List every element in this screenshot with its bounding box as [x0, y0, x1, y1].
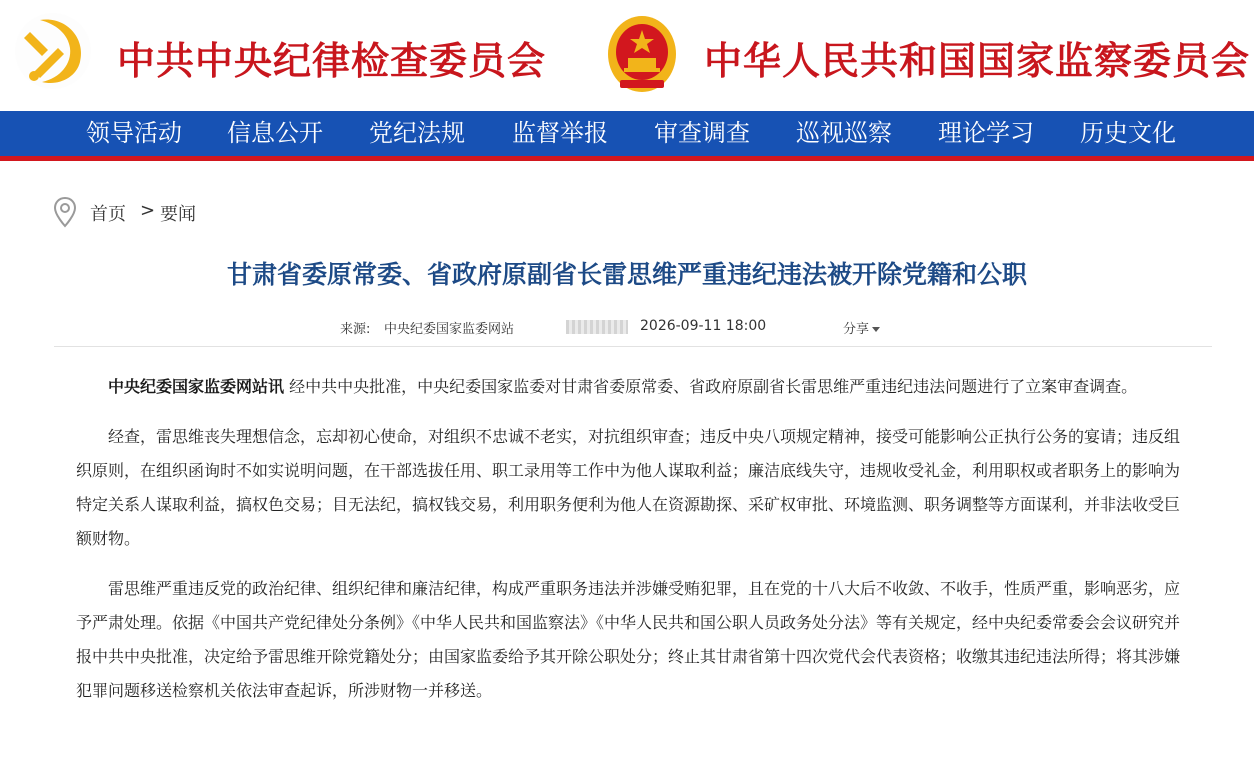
nav-item-inspection[interactable]: 巡视巡察 — [796, 119, 892, 147]
paragraph-1-text: 经中共中央批准，中央纪委国家监委对甘肃省委原常委、省政府原副省长雷思维严重违纪违法问题进行了立案审查调查。 — [289, 377, 1138, 396]
nav-item-theory[interactable]: 理论学习 — [938, 119, 1034, 147]
party-emblem-icon[interactable] — [14, 12, 92, 90]
chevron-down-icon — [872, 327, 880, 332]
share-button[interactable] — [843, 318, 880, 337]
cpc-ccdi-title: 中共中央纪律检查委员会 — [117, 38, 547, 83]
nav-item-investigation[interactable]: 审查调查 — [654, 119, 750, 147]
article-title: 甘肃省委原常委、省政府原副省长雷思维严重违纪违法被开除党籍和公职 — [226, 260, 1027, 289]
source-label: 来源: — [340, 322, 371, 337]
main-nav — [0, 111, 1254, 161]
title-divider — [54, 346, 1212, 347]
nav-item-info[interactable]: 信息公开 — [227, 119, 323, 147]
nav-item-history[interactable]: 历史文化 — [1080, 119, 1176, 147]
nav-item-report[interactable]: 监督举报 — [512, 119, 608, 147]
paragraph-1 — [76, 370, 1188, 404]
article-body — [76, 370, 1188, 724]
publish-datetime: 2026-09-11 18:00 — [640, 318, 767, 334]
redacted-author — [566, 320, 628, 334]
paragraph-3: 雷思维严重违反党的政治纪律、组织纪律和廉洁纪律，构成严重职务违法并涉嫌受贿犯罪，且在党的十八大后不收敛、不收手，性质严重，影响恶劣，应予严肃处理。依据《中国共产党纪律处分条例》《中华人民共和国监察法》《中华人民共和国公职人员政务处分法》等有关规定，经中央纪委常委会会议研究并报中共中央批准，决定给予雷思维开除党籍处分；由国家监委给予其开除公职处分；终止其甘肃省第十四次党代会代表资格；收缴其违纪违法所得；将其涉嫌犯罪问题移送检察机关依法审查起诉，所涉财物一并移送。 — [76, 579, 1181, 700]
share-label: 分享 — [843, 322, 870, 337]
lead-source: 中央纪委国家监委网站讯 — [108, 377, 285, 396]
paragraph-2: 经查，雷思维丧失理想信念，忘却初心使命，对组织不忠诚不老实，对抗组织审查；违反中央八项规定精神，接受可能影响公正执行公务的宴请；违反组织原则，在组织函询时不如实说明问题，在干部选拔任用、职工录用等工作中为他人谋取利益；廉洁底线失守，违规收受礼金，利用职权或者职务上的影响为特定关系人谋取利益，搞权色交易；目无法纪，搞权钱交易，利用职务便利为他人在资源勘探、采矿权审批、环境监测、职务调整等方面谋利，并非法收受巨额财物。 — [76, 427, 1181, 548]
nav-item-regulations[interactable]: 党纪法规 — [369, 119, 465, 147]
breadcrumb-home-link[interactable]: 首页 — [90, 204, 126, 225]
source-value: 中央纪委国家监委网站 — [384, 322, 515, 337]
national-emblem-icon[interactable] — [606, 14, 678, 94]
site-header — [0, 0, 1254, 147]
nav-item-leadership[interactable]: 领导活动 — [86, 119, 182, 147]
breadcrumb-current-link[interactable]: 要闻 — [160, 204, 196, 225]
breadcrumb-separator: > — [140, 200, 156, 221]
nsc-title: 中华人民共和国国家监察委员会 — [704, 38, 1251, 83]
location-pin-icon — [52, 196, 78, 228]
